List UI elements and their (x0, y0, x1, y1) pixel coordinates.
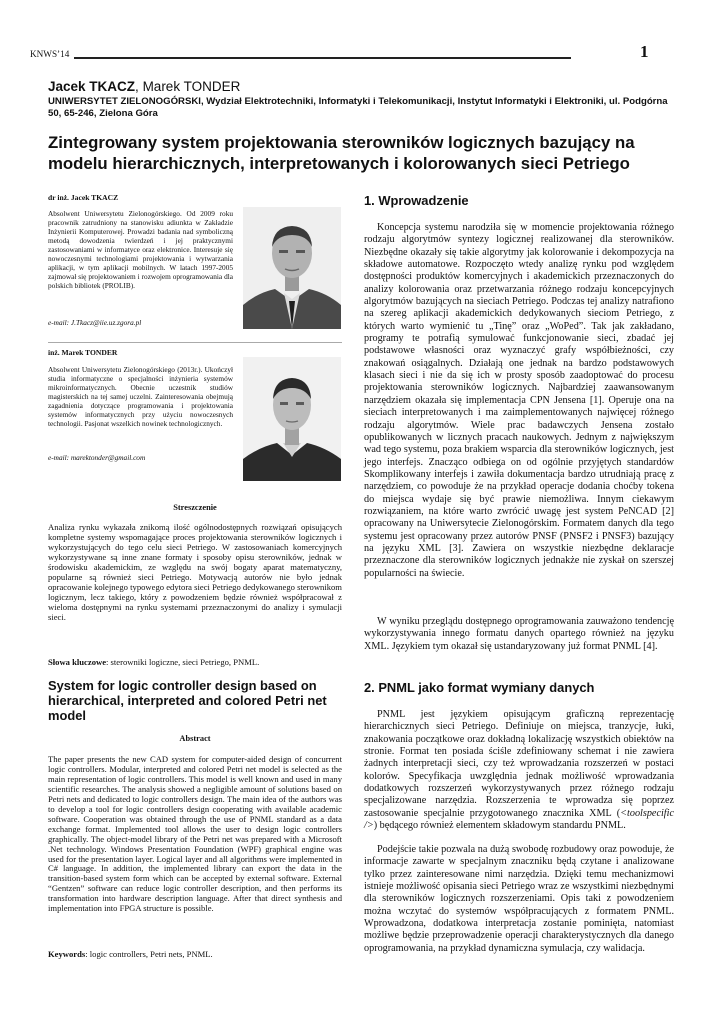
header-rule (74, 57, 571, 59)
streszczenie-text: Analiza rynku wykazała znikomą ilość ogólnodostępnych rozwiązań opisujących kompletne systemy wspomagające proces projektowania sterowników logicznych i wykorzystujących do tego celu sieci Petriego. W zastosowaniach komercyjnych wykorzystywane są inne znane formaty i sposoby opisu sterowników, jednak w środowisku akademickim, ze względu na swój bogaty aparat matematyczny, popularne są również sieci Petriego. Motywacją autorów nie było jednak opracowanie kolejnego typowego edytora sieci Petriego dedykowanego sterownikom logicznym, lecz takiego, który z powodzeniem będzie również współpracował z wieloma dostępnymi na rynku systemami przeznaczonymi do analizy i symulacji sieci. (48, 522, 342, 622)
bio1-email: e-mail: J.Tkacz@iie.uz.zgora.pl (48, 318, 142, 327)
first-author: Jacek TKACZ (48, 79, 136, 94)
streszczenie-heading: Streszczenie (173, 503, 217, 512)
section2-p1-end: ) będącego również elementem składowym standardu PNML. (373, 820, 626, 832)
bio2-photo (243, 357, 341, 481)
page-number: 1 (640, 42, 649, 61)
bio-divider (48, 342, 342, 343)
keywords-label-pl: Słowa kluczowe (48, 657, 107, 667)
section2-paragraph-2: Podejście takie pozwala na dużą swobodę rozbudowy oraz powoduje, że informacje zawarte w specjalnym znaczniku będą czytane i analizowane tylko przez zainteresowane nimi narzędzia. Dzięki temu mechanizmowi istnieje możliwość opisania sieci Petriego wraz ze wszystkimi niezbędnymi dla sterowników logicznych rozszerzeniami. Opis taki z powodzeniem można wczytać do systemów współpracujących z formatem PNML. Wprowadzona, dodatkowa interpretacja zostanie pominięta, natomiast możliwe będzie przeprowadzenie operacji charakterystycznych dla danego oprogramowania, na przykład dynamiczna symulacja, czy walidacja. (364, 844, 674, 954)
bio1-photo (243, 207, 341, 329)
author-separator: , (135, 79, 143, 94)
abstract-keywords (48, 949, 213, 959)
keywords-pl: : sterowniki logiczne, sieci Petriego, PNML. (106, 657, 260, 667)
section1-paragraph-2: W wyniku przeglądu dostępnego oprogramowania zauważono tendencję wykorzystywania innego formatu danych opartego również na języku XML. Językiem tym okazał się ustandaryzowany już format PNML [4]. (364, 616, 674, 652)
second-author: Marek TONDER (142, 79, 241, 94)
section2-p1-start: PNML jest językiem opisującym graficzną reprezentację hierarchicznych sieci Petriego. Definiuje on miejsca, tranzycje, łuki, znakowania początkowe oraz dokładną lokalizację wszystkich obiektów na stronie. Format ten posiada ściśle zdefiniowany schemat i nie zawiera żadnych interpretacji sieci, czy też wprowadzania rozszerzeń w postaci kolorów. Specyfikacja uwzględnia jednak możliwość wprowadzania dodatkowych rozszerzeń wykorzystywanych przez różnego rodzaju specjalizowane narzędzia. Rozszerzenia te wprowadza się poprzez zastosowanie specjalnie przygotowanego znacznika XML ( (364, 709, 674, 819)
keywords-label-en: Keywords (48, 949, 86, 959)
bio1-name: dr inż. Jacek TKACZ (48, 193, 119, 202)
section1-paragraph-1: Koncepcja systemu narodziła się w momencie projektowania różnego rodzaju algorytmów syntezy logicznej realizowanej dla sterowników. Niezbędne okazały się takie algorytmy jak kolorowanie i dekompozycja na składowe automatowe. Rozpoczęto wtedy analizę rynku pod względem dostępności produktów komercyjnych i akademickich przeznaczonych do analizy kolorowania oraz przetwarzania różnego rodzaju koncepcyjnych algorytmów bazujących na sieciach Petriego. Podczas tej analizy natrafiono na szereg aplikacji akademickich dedykowanych sieciom Petriego, z których warto wymienić tu „Tinę” oraz „WoPed”. Tak jak zakładano, programy te potrafią symulować funkcjonowanie sieci, zbadać jej podstawowe własności oraz wyznaczyć grafy współbieżności, czy znakowań osiągalnych. Działają one jednak na bardzo podstawowych klasach sieci i nie da się ich w prosty sposób zaadoptować do procesu projektowania sterowników logicznych. Najbardziej zaawansowanym narzędziem okazała się implementacja CPN Jensena [1]. Operuje ona na sieciach interpretowanych i ma zaimplementowanych najwięcej różnego rodzaju algorytmów. Wiele prac badawczych Jensena zostało opublikowanych w licznych pracach naukowych. Jednym z największym wad tego systemu, poza brakiem wsparcia dla sterowników logicznych, jest jego interfejs. Znacząco odbiega on od ogólnie przyjętych standardów Skomplikowany interfejs i zawiła dokumentacja bardzo utrudniają pracę z narzędziem, co powoduje że na przykład operacje dodania choćby tokena do miejsca wydaje się być prawie niemożliwa. Innym ciekawym rozwiązaniem, na które warto zwrócić uwagę jest system PeNCAD [2] opracowany na Uniwersytecie Zielonogórskim. Formatem danych dla tego systemu jest opracowany przez autorów PNSF (PNSF2 i PNSF3) bazujący na języku XML [3]. Zawiera on wszystkie niezbędne deklaracje przeznaczone dla sterowników logicznych jednakże nie zyskał on szerszej popularności na świecie. (364, 222, 674, 579)
running-header: KNWS’14 (30, 49, 70, 59)
bio2-name: inż. Marek TONDER (48, 348, 118, 357)
english-title: System for logic controller design based on hierarchical, interpreted and colored Petri net model (48, 678, 327, 724)
abstract-heading: Abstract (179, 734, 211, 743)
section2-paragraph-1 (364, 709, 674, 832)
keywords-en: : logic controllers, Petri nets, PNML. (85, 949, 213, 959)
paper-title: Zintegrowany system projektowania sterowników logicznych bazujący na modelu hierarchicznych, interpretowanych i kolorowanych sieci Petriego (48, 133, 635, 173)
bio2-text: Absolwent Uniwersytetu Zielonogórskiego (2013r.). Ukończył studia informatyczne o specjalności inżynieria systemów mikroinformatycznych. Obecnie uczestnik studiów magisterskich na tej samej uczelni. Zainteresowania obejmują zagadnienia dotyczące programowania i projektowania systemów informatycznych przy użyciu nowoczesnych technologii. Pasjonat wszelkich nowinek technologicznych. (48, 365, 233, 428)
bio1-text: Absolwent Uniwersytetu Zielonogórskiego. Od 2009 roku pracownik zatrudniony na stanowisku adiunkta w Zakładzie Inżynierii Komputerowej. Prowadzi badania nad symboliczną metodą dowodzenia twierdzeń i jej praktycznymi zastosowaniami w informatyce oraz elektronice. Interesuje się nowoczesnymi technologiami projektowania i wytwarzania aplikacji, w tym aplikacji mobilnych. W latach 1997-2005 zajmował się projektowaniem i rozwojem oprogramowania dla polskich bibliotek (PROLIB). (48, 209, 233, 290)
bio2-email: e-mail: marektonder@gmail.com (48, 453, 146, 462)
affiliation: UNIWERSYTET ZIELONOGÓRSKI, Wydział Elektrotechniki, Informatyki i Telekomunikacji, Instytut Informatyki i Elektroniki, ul. Podgórna 50, 65-246, Zielona Góra (48, 96, 668, 119)
section2-heading: 2. PNML jako format wymiany danych (364, 680, 595, 695)
streszczenie-keywords (48, 657, 259, 667)
authors-line (48, 79, 240, 94)
toolspecific-tag: <toolspecific /> (364, 807, 674, 832)
section1-heading: 1. Wprowadzenie (364, 193, 469, 208)
abstract-text: The paper presents the new CAD system for computer-aided design of concurrent logic controllers. Modular, interpreted and colored Petri net model is selected as the main representation of logic controllers. This model is well known and used in many scientific researches. The analysis showed a negligible amount of solutions based on Petri nets and dedicated to logic controllers design. The main idea of the authors was to develop a tool for logic controllers design cooperating with available academic software. Cooperation was obtained through the use of PNML standard as a data exchange format. Implemented tool allows the user to design logic controllers graphically. The object-model library of the Petri net was prepared with a Microsoft .Net technology. Windows Presentation Foundation (WPF) graphical engine was used for the presentation layer. Logical layer and all algorithms were implemented in C# language. In addition, the implemented library can export the data in the transition-based system form which can be accepted by external software. External “Gentzen” software can reduce logic controller description, and then performs its transformation into hardware description language. After that direct synthesis and implementation into FPGA structure is possible. (48, 754, 342, 914)
